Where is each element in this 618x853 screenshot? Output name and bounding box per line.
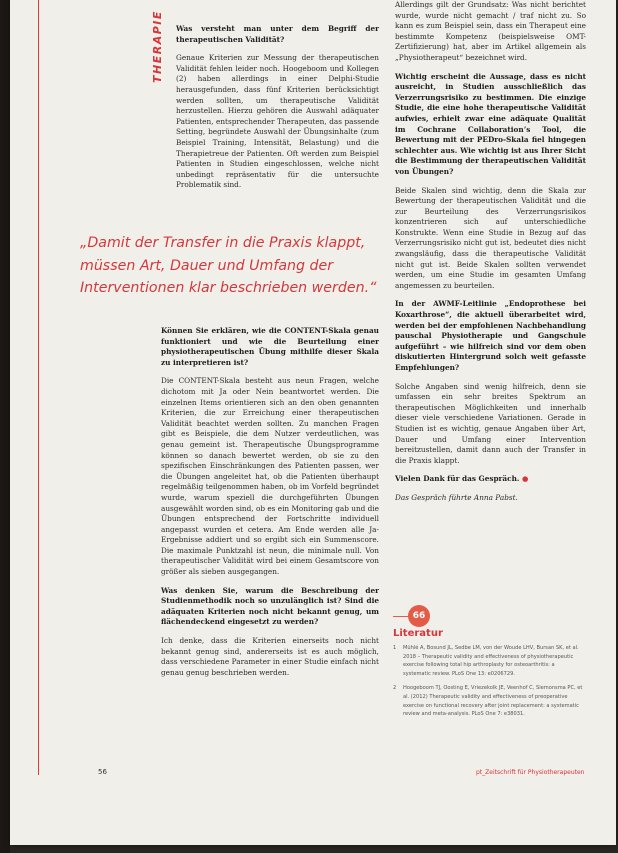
question: Können Sie erklären, wie die CONTENT-Skala genau funktioniert und wie die Beurteilung einer physiotherapeutischen Übung mithilfe dieser Skala zu interpretieren ist?	[161, 326, 379, 367]
literature-item	[393, 684, 583, 718]
answer: Die CONTENT-Skala besteht aus neun Fragen, welche dichotom mit Ja oder Nein beantwortet werden. Die einzelnen Items orientieren sich an den oben genannten Kriterien, die zur Erreichung einer therapeutischen Validität beachtet werden sollten. Zu manchen Fragen gibt es Beispiele, die dem Nutzer verdeutlichen, was genau gemeint ist. Therapeutische Übungsprogramme können so danach bewertet werden, ob sie zu den spezifischen Einschränkungen des Patienten passen, wer die Übungen angeleitet hat, ob die Patienten überhaupt regelmäßig teilgenommen haben, ob im Vorfeld begründet wurde, warum speziell die durchgeführten Übungen ausgewählt worden sind, ob es ein Monitoring gab und die Übungen entsprechend der Fortschritte individuell angepasst wurden et cetera. Am Ende werden alle Ja-Ergebnisse addiert und so ergibt sich ein Summenscore. Die maximale Punktzahl ist neun, die minimale null. Von therapeutischer Validität wird bei einem Gesamtscore von größer als sieben ausgegangen.	[161, 376, 379, 577]
page-number: 56	[98, 768, 107, 776]
question: Wichtig erscheint die Aussage, dass es nicht ausreicht, in Studien ausschließlich das Verzerrungsrisiko zu bestimmen. Die einzige Studie, die eine hohe therapeutische Validität aufwies, erhielt zwar eine adäquate Qualität im Cochrane Collaboration’s Tool, die Bewertung mit der PEDro-Skala fiel hingegen schlechter aus. Wie wichtig ist aus Ihrer Sicht die Bestimmung der therapeutischen Validität von Übungen?	[395, 71, 586, 176]
thanks-text: Vielen Dank für das Gespräch.	[395, 474, 520, 484]
answer: Beide Skalen sind wichtig, denn die Skala zur Bewertung der therapeutischen Validität und die zur Beurteilung des Verzerrungsrisikos konzentrieren sich auf unterschiedliche Konstrukte. Wenn eine Studie in Bezug auf das Verzerrungsrisiko nicht gut ist, bedeutet dies nicht zwangsläufig, dass die therapeutische Validität nicht gut ist. Beide Skalen sollten verwendet werden, um eine Studie im gesamten Umfang angemessen zu beurteilen.	[395, 185, 586, 290]
question: In der AWMF-Leitlinie „Endoprothese bei Koxarthrose“, die aktuell überarbeitet wird, werden bei der empfohlenen Nachbehandlung pauschal Physiotherapie und Gangschule aufgeführt – wie hilfreich sind vor dem oben diskutierten Hintergrund solch weit gefasste Empfehlungen?	[395, 299, 586, 372]
literature-list	[393, 644, 583, 725]
scan-edge	[0, 0, 10, 853]
column-left-bottom	[161, 326, 379, 686]
question: Was versteht man unter dem Begriff der therapeutischen Validität?	[176, 24, 379, 44]
margin-rule	[38, 0, 39, 775]
answer: Allerdings gilt der Grundsatz: Was nicht berichtet wurde, wurde nicht gemacht / traf nicht zu. So kann es zum Beispiel sein, dass ein Therapeut eine bestimmte Kompetenz (beispielsweise OMT-Zertifizierung) hat, aber im Artikel allgemein als „Physiotherapeut“ bezeichnet wird.	[395, 0, 586, 62]
pull-quote: „Damit der Transfer in die Praxis klappt, müssen Art, Dauer und Umfang der Interventionen klar beschrieben werden.“	[80, 235, 377, 296]
answer: Ich denke, dass die Kriterien einerseits noch nicht bekannt genug sind, andererseits ist es auch möglich, dass verschiedene Parameter in einer Studie einfach nicht genau genug beschrieben werden.	[161, 636, 379, 677]
end-mark-icon: ●	[521, 474, 529, 484]
literature-number: 1	[393, 645, 397, 651]
literature-text: Hoogeboom TJ, Oosting E, Vriezekolk JE, Veenhof C, Siemonsma PC, et al. (2012) Therapeutic validity and effectiveness of preoperative exercise on functional recovery after joint replacement: a systematic review and meta-analysis. PLoS One 7: e38031.	[403, 685, 583, 718]
page-badge: 66	[408, 605, 430, 627]
section-label: THERAPIE	[151, 10, 164, 83]
interviewer-credit: Das Gespräch führte Anna Pabst.	[395, 492, 518, 502]
literature-item	[393, 644, 583, 678]
badge-connector	[393, 616, 408, 617]
answer: Genaue Kriterien zur Messung der therapeutischen Validität fehlen leider noch. Hoogeboom und Kollegen (2) haben allerdings in einer Delphi-Studie herausgefunden, dass fünf Kriterien berücksichtigt werden sollten, um therapeutische Validität herzustellen. Hierzu gehören die Auswahl adäquater Patienten, entsprechender Therapeuten, das passende Setting, begründete Auswahl der Übungsinhalte (zum Beispiel Training, Intensität, Belastung) und die Therapietreue der Patienten. Oft werden zum Beispiel Patienten in Studien eingeschlossen, welche nicht unbedingt repräsentativ für die untersuchte Problematik sind.	[176, 53, 379, 190]
magazine-page	[10, 0, 616, 845]
question: Was denken Sie, warum die Beschreibung der Studienmethodik noch so unzulänglich ist? Sind die adäquaten Kriterien noch nicht bekannt genug, um flächendeckend eingesetzt zu werden?	[161, 585, 379, 627]
column-right	[395, 0, 586, 512]
column-left-top	[176, 24, 379, 199]
literature-number: 2	[393, 685, 397, 692]
footer-publication: pt_Zeitschrift für Physiotherapeuten	[476, 769, 585, 776]
answer: Solche Angaben sind wenig hilfreich, denn sie umfassen ein sehr breites Spektrum an therapeutischen Möglichkeiten und innerhalb dieser viele verschiedene Variationen. Gerade in Studien ist es wichtig, genaue Angaben über Art, Dauer und Umfang einer Intervention bereitzustellen, damit dann auch der Transfer in die Praxis klappt.	[395, 381, 586, 465]
literature-heading: Literatur	[393, 628, 443, 639]
closing-line	[395, 474, 586, 485]
literature-text: Mühlé A, Bosund JL, Sedbe LM, von der Woude LHV, Bursan SK, et al. 2018 – Therapeutic validity and effectiveness of physiotherapeutic exercise following total hip arthroplasty for osteoarthritis: a systematic review. PLoS One 13: e0206729.	[403, 645, 579, 677]
